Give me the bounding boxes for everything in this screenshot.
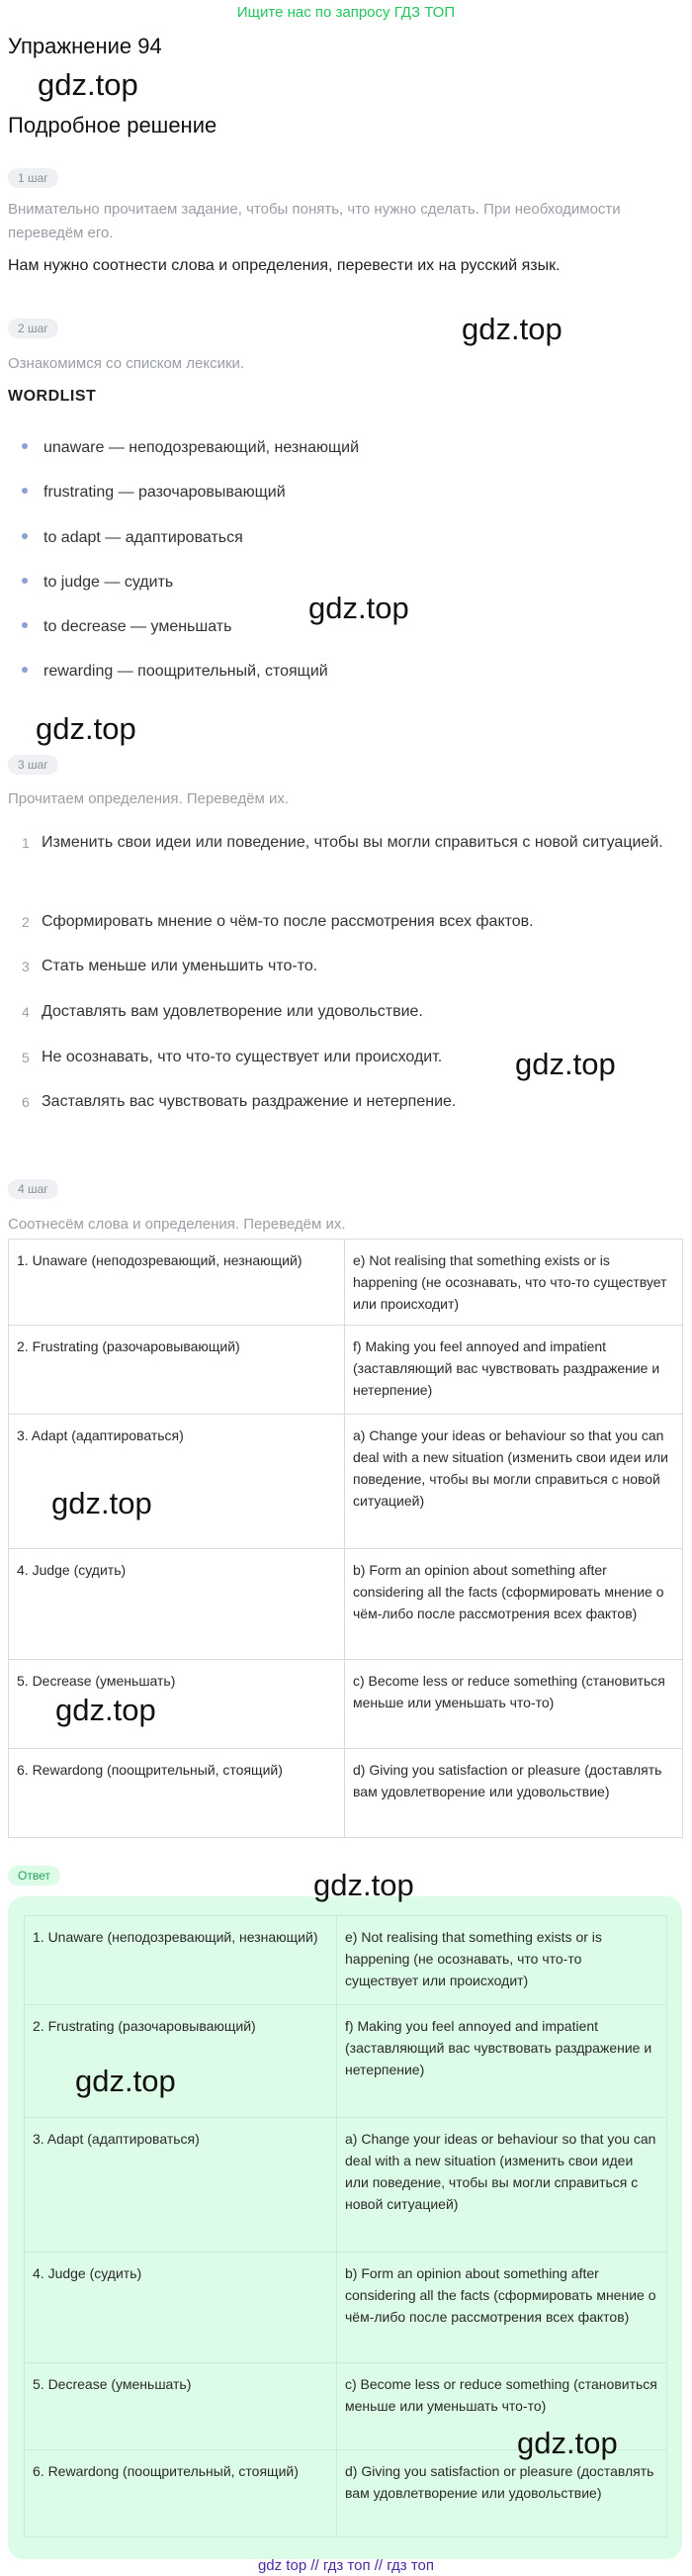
step-instruction: Соотнесём слова и определения. Переведём их. [8,1216,346,1233]
table-cell: 3. Adapt (адаптироваться) [25,2118,337,2253]
table-row [25,2450,667,2537]
table-cell: d) Giving you satisfaction or pleasure (доставлять вам удовлетворение или удовольствие) [345,1749,683,1838]
solution-heading: Подробное решение [8,113,217,138]
table-cell: b) Form an opinion about something after considering all the facts (сформировать мнение о чём-либо после рассмотрения всех фактов) [345,1549,683,1660]
table-row [9,1240,683,1326]
definition-item: 6 Заставлять вас чувствовать раздражение и нетерпение. [22,1093,457,1110]
table-cell: 5. Decrease (уменьшать) [25,2363,337,2450]
footer-links[interactable]: gdz top // гдз топ // гдз топ [257,2557,435,2574]
table-row [25,2118,667,2253]
step-badge: 3 шаг [8,755,58,775]
table-cell: f) Making you feel annoyed and impatient (заставляющий вас чувствовать раздражение и нетерпение) [345,1326,683,1415]
definition-item: 2 Сформировать мнение о чём-то после рассмотрения всех фактов. [22,913,534,930]
bullet-icon [22,443,28,449]
table-cell: 2. Frustrating (разочаровывающий) [9,1326,345,1415]
watermark: gdz.top [462,312,562,346]
table-cell: b) Form an opinion about something after considering all the facts (сформировать мнение о чём-либо после рассмотрения всех фактов) [337,2253,667,2363]
table-cell: 1. Unaware (неподозревающий, незнающий) [25,1916,337,2005]
watermark: gdz.top [75,2064,176,2098]
bullet-icon [22,667,28,673]
table-cell: a) Change your ideas or behaviour so that you can deal with a new situation (изменить свои идеи или поведение, чтобы вы могли справиться с новой ситуацией) [345,1415,683,1549]
definition-item: 4 Доставлять вам удовлетворение или удовольствие. [22,1003,423,1020]
table-cell: 1. Unaware (неподозревающий, незнающий) [9,1240,345,1326]
table-row [9,1749,683,1838]
watermark: gdz.top [308,591,409,625]
answer-badge: Ответ [8,1866,60,1886]
list-item: to adapt — адаптироваться [22,529,243,547]
table-cell: d) Giving you satisfaction or pleasure (доставлять вам удовлетворение или удовольствие) [337,2450,667,2537]
step-badge: 2 шаг [8,319,58,338]
table-row [9,1415,683,1549]
bullet-icon [22,488,28,494]
table-cell: c) Become less or reduce something (становиться меньше или уменьшать что-то) [345,1660,683,1749]
list-item: to judge — судить [22,574,173,592]
step-instruction: Внимательно прочитаем задание, чтобы понять, что нужно сделать. При необходимости переведём его. [8,201,621,241]
table-cell: 2. Frustrating (разочаровывающий) [25,2005,337,2118]
watermark: gdz.top [51,1486,152,1520]
table-cell: e) Not realising that something exists or is happening (не осознавать, что что-то существует или происходит) [337,1916,667,2005]
list-item: to decrease — уменьшать [22,618,231,636]
step-text: Нам нужно соотнести слова и определения, перевести их на русский язык. [8,257,561,274]
step-instruction: Ознакомимся со списком лексики. [8,355,245,372]
table-row [25,2253,667,2363]
search-banner[interactable]: Ищите нас по запросу ГДЗ ТОП [236,4,456,21]
table-cell: c) Become less or reduce something (становиться меньше или уменьшать что-то) [337,2363,667,2450]
table-cell: f) Making you feel annoyed and impatient (заставляющий вас чувствовать раздражение и нетерпение) [337,2005,667,2118]
table-cell: 3. Adapt (адаптироваться) [9,1415,345,1549]
watermark: gdz.top [517,2426,618,2460]
table-cell: 4. Judge (судить) [9,1549,345,1660]
watermark: gdz.top [55,1693,156,1727]
definition-item: 1 Изменить свои идеи или поведение, чтобы вы могли справиться с новой ситуацией. [22,834,663,851]
table-cell: e) Not realising that something exists or is happening (не осознавать, что что-то существует или происходит) [345,1240,683,1326]
watermark: gdz.top [38,67,138,102]
definition-item: 3 Стать меньше или уменьшить что-то. [22,958,318,974]
list-item: rewarding — поощрительный, стоящий [22,663,328,681]
watermark: gdz.top [515,1047,616,1081]
table-cell: 4. Judge (судить) [25,2253,337,2363]
step-badge: 4 шаг [8,1179,58,1199]
matching-table [8,1239,682,1838]
table-cell: 5. Decrease (уменьшать) [9,1660,345,1749]
exercise-title: Упражнение 94 [8,34,162,58]
watermark: gdz.top [36,711,136,746]
table-cell: 6. Rewardong (поощрительный, стоящий) [25,2450,337,2537]
table-row [9,1549,683,1660]
bullet-icon [22,533,28,539]
list-item: frustrating — разочаровывающий [22,484,286,502]
bullet-icon [22,622,28,628]
wordlist-heading: WORDLIST [8,388,97,405]
step-badge: 1 шаг [8,168,58,188]
definition-item: 5 Не осознавать, что что-то существует или происходит. [22,1049,443,1065]
step-instruction: Прочитаем определения. Переведём их. [8,790,290,807]
bullet-icon [22,578,28,584]
table-cell: a) Change your ideas or behaviour so that you can deal with a new situation (изменить свои идеи или поведение, чтобы вы могли справиться с новой ситуацией) [337,2118,667,2253]
table-row [25,2005,667,2118]
table-row [9,1326,683,1415]
table-row [25,1916,667,2005]
table-cell: 6. Rewardong (поощрительный, стоящий) [9,1749,345,1838]
watermark: gdz.top [313,1868,414,1902]
list-item: unaware — неподозревающий, незнающий [22,439,359,457]
